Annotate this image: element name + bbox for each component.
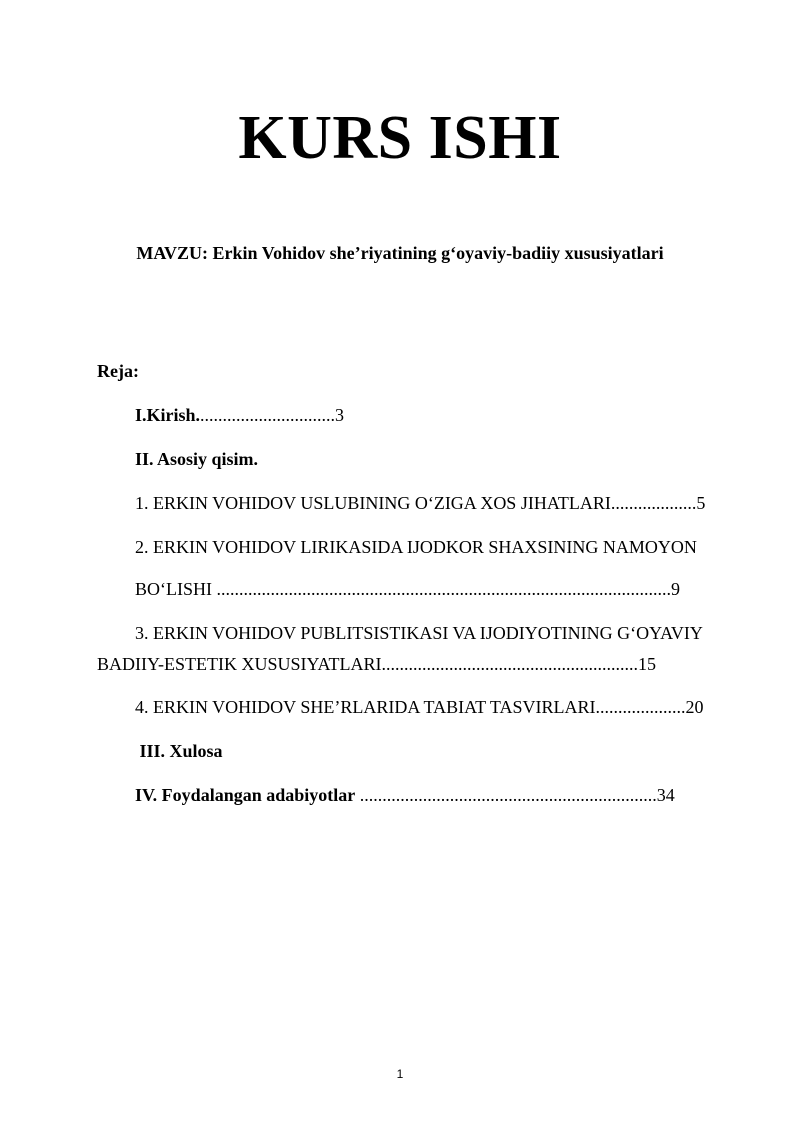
- toc-entry-title: 2. ERKIN VOHIDOV LIRIKASIDA IJODKOR SHAXSINING NAMOYON: [135, 537, 697, 557]
- toc-entry-introduction: [135, 402, 344, 428]
- toc-entry-chapter-1: [135, 490, 705, 516]
- toc-entry-main-part: [135, 446, 258, 472]
- toc-entry-page: 5: [696, 493, 706, 513]
- toc-entry-title: I.Kirish.: [135, 405, 201, 425]
- toc-entry-title: BO‘LISHI: [135, 579, 217, 599]
- toc-entry-title: 4. ERKIN VOHIDOV SHE’RLARIDA TABIAT TASVIRLARI: [135, 697, 596, 717]
- subject-label: MAVZU:: [136, 243, 209, 263]
- toc-entry-page: 15: [637, 654, 656, 674]
- toc-entry-title: IV. Foydalangan adabiyotlar: [135, 785, 356, 805]
- toc-entry-chapter-3-line-1: [135, 620, 703, 646]
- page-number: 1: [396, 1067, 404, 1081]
- toc-entry-conclusion: [135, 738, 223, 764]
- toc-entry-title: III. Xulosa: [135, 741, 223, 761]
- toc-entry-leader: ..............................: [200, 405, 336, 425]
- toc-entry-title: II. Asosiy qisim.: [135, 449, 259, 469]
- toc-entry-chapter-4: [135, 694, 703, 720]
- toc-entry-references: [135, 782, 675, 808]
- toc-entry-leader: ..................................................................: [355, 785, 657, 805]
- toc-entry-title: 3. ERKIN VOHIDOV PUBLITSISTIKASI VA IJODIYOTINING G‘OYAVIY: [135, 623, 703, 643]
- toc-entry-chapter-3-line-2: [97, 651, 656, 677]
- toc-entry-leader: ....................: [595, 697, 686, 717]
- plan-heading: Reja:: [97, 361, 139, 381]
- toc-entry-chapter-2-line-2: [135, 576, 680, 602]
- toc-entry-title: BADIIY-ESTETIK XUSUSIYATLARI: [97, 654, 382, 674]
- toc-entry-leader: .........................................................: [381, 654, 638, 674]
- toc-entry-page: 9: [671, 579, 680, 599]
- toc-entry-chapter-2-line-1: [135, 534, 697, 560]
- toc-entry-title: 1. ERKIN VOHIDOV USLUBINING O‘ZIGA XOS JIHATLARI: [135, 493, 611, 513]
- toc-entry-leader: .....................................................................................................: [216, 579, 671, 599]
- toc-entry-leader: ...................: [610, 493, 697, 513]
- document-title: KURS ISHI: [238, 104, 562, 172]
- toc-entry-page: 34: [656, 785, 675, 805]
- subject-text: Erkin Vohidov she’riyatining g‘oyaviy-badiiy xususiyatlari: [212, 243, 664, 263]
- toc-entry-page: 20: [685, 697, 704, 717]
- subject-line: [0, 240, 800, 266]
- toc-entry-page: 3: [335, 405, 345, 425]
